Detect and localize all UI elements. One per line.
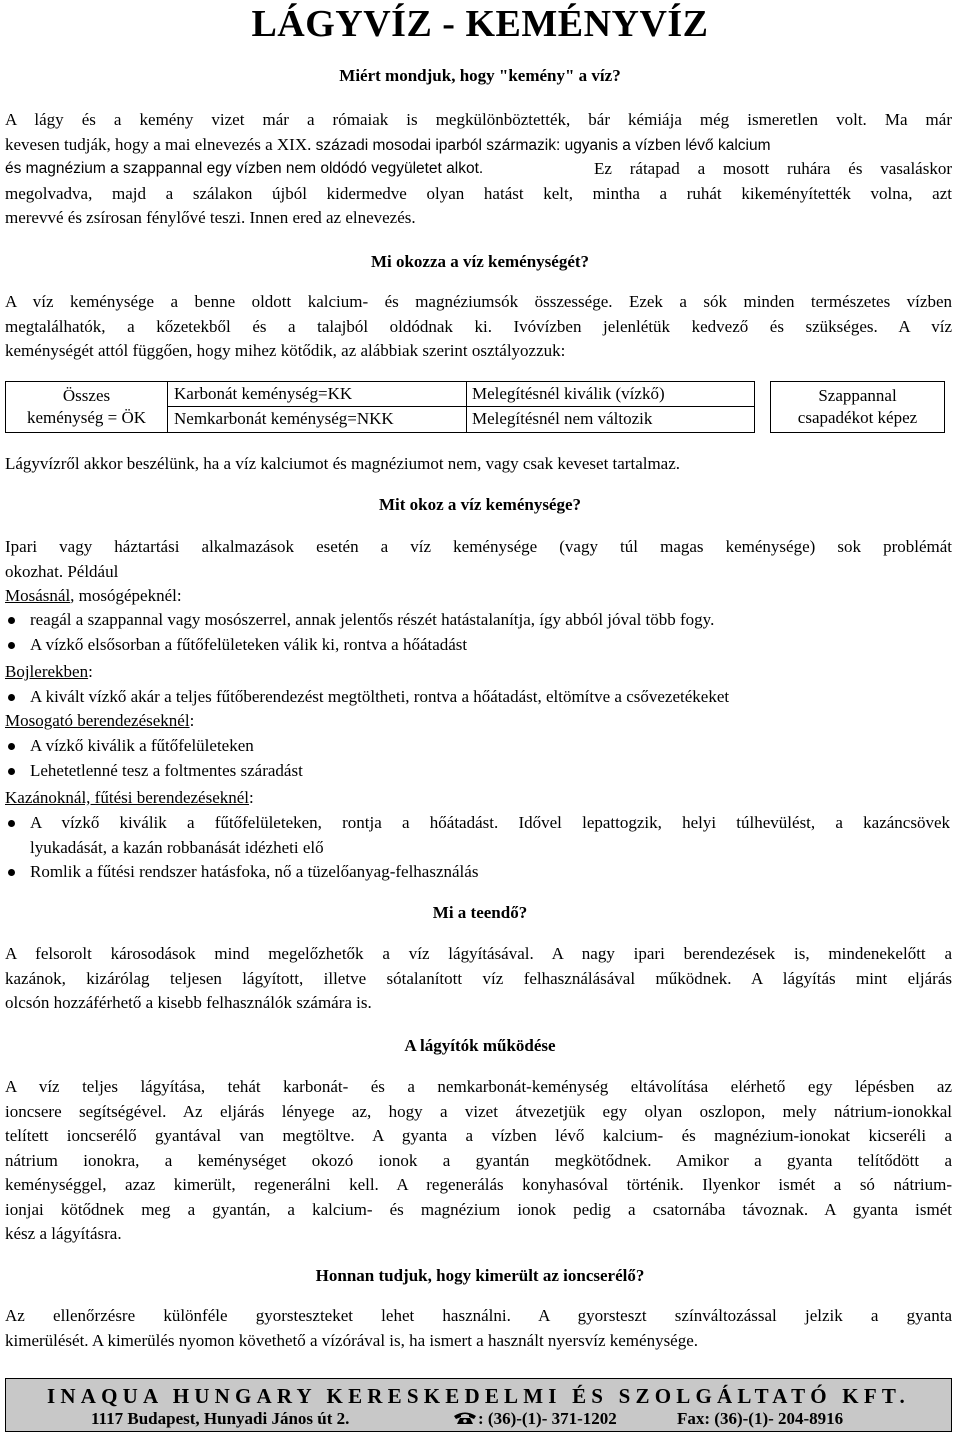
- dishwasher-label: Mosogató berendezéseknél:: [5, 711, 195, 730]
- paragraph-what-causes: [5, 290, 952, 364]
- bullet-icon: [8, 617, 15, 624]
- bullet-icon: [8, 820, 15, 827]
- heading-why-hard: Miért mondjuk, hogy "kemény" a víz?: [339, 66, 621, 85]
- text-line: és magnézium a szappannal egy vízben nem oldódó vegyületet alkot.: [5, 160, 484, 177]
- company-address: 1117 Budapest, Hunyadi János út 2.: [91, 1409, 350, 1428]
- boilers-list: [5, 685, 950, 710]
- carbonate-hardness-cell: Karbonát keménység=KK: [167, 381, 467, 407]
- paragraph-effects-intro: [5, 535, 952, 609]
- laundry-label: Mosásnál, mosógépeknél:: [5, 586, 182, 605]
- text-line: nátrium ionokra, a keménységet okozó ionok a gyantán megkötődnek. Amikor a gyanta telítődött a: [5, 1150, 952, 1170]
- text-line: megolvadva, majd a szálakon újból kidermedve olyan hatást kelt, mintha a ruhát kikeményítették volna, azt: [5, 183, 952, 203]
- list-item-continuation: lyukadását, a kazán robbanását idézheti elő: [30, 837, 324, 857]
- list-item: A vízkő kiválik a fűtőfelületeken, rontja a hőátadást. Idővel lepattogzik, helyi túlhevülést, a kazáncsövek: [5, 811, 950, 836]
- hardness-table: [5, 381, 945, 433]
- list-item: A kivált vízkő akár a teljes fűtőberendezést megtöltheti, rontva a hőátadást, eltömítve a csővezetékeket: [5, 685, 950, 710]
- boilers-label: Bojlerekben:: [5, 662, 93, 681]
- bullet-icon: [8, 869, 15, 876]
- heating-list: [5, 811, 950, 885]
- dishwasher-list: [5, 734, 950, 783]
- page-title: LÁGYVÍZ - KEMÉNYVÍZ: [251, 3, 709, 45]
- text-line: keménységgel, azaz kimerült, regenerálni kell. A regenerálás konyhasóval történik. Ilyenkor ismét a só nátrium-: [5, 1175, 952, 1194]
- heating-label: Kazánoknál, fűtési berendezéseknél:: [5, 788, 254, 807]
- list-item: reagál a szappannal vagy mosószerrel, annak jelentős részét hatástalanítja, így abból jóval több fogy.: [5, 608, 950, 633]
- text-line: Ipari vagy háztartási alkalmazások esetén a víz keménysége (vagy túl magas keménysége) sok problémát: [5, 537, 952, 556]
- bullet-icon: [8, 694, 15, 701]
- noncarbonate-effect-cell: Melegítésnél nem változik: [467, 407, 755, 433]
- contact-line: [6, 1408, 951, 1430]
- heading-softeners: A lágyítók működése: [404, 1036, 556, 1055]
- text-line: kevesen tudják, hogy a mai elnevezés a XIX. századi mosodai iparból származik: ugyanis a vízben lévő kalcium: [5, 134, 771, 154]
- heading-what-causes: Mi okozza a víz keménységét?: [370, 252, 590, 271]
- text-line: ioncsere segítségével. Az eljárás lényege az, hogy a vizet átvezetjük egy olyan oszlopon, mely nátrium-ionokkal: [5, 1101, 952, 1121]
- paragraph-softeners: [5, 1075, 952, 1247]
- text-line: kazánok, kizárólag teljesen lágyított, illetve sótalanított víz felhasználásával működnek. A lágyítás mint eljárás: [5, 968, 952, 988]
- bullet-icon: [8, 743, 15, 750]
- soap-precipitate-cell: Szappannal csapadékot képez: [770, 381, 945, 433]
- heading-exhausted: Honnan tudjuk, hogy kimerült az ioncserélő?: [315, 1266, 645, 1285]
- noncarbonate-hardness-cell: Nemkarbonát keménység=NKK: [167, 407, 467, 433]
- paragraph-what-to-do: [5, 942, 952, 1016]
- text-line-continuation: Ez rátapad a mosott ruhára és vasaláskor: [594, 159, 952, 178]
- text-line: kimerülését. A kimerülés nyomon követhető a vízórával is, ha ismert a használt nyersvíz keménysége.: [5, 1330, 699, 1350]
- text-line: olcsón hozzáférhető a kisebb felhasználók számára is.: [5, 993, 372, 1012]
- fax-number: Fax: (36)-(1)- 204-8916: [677, 1409, 844, 1428]
- heading-effects: Mit okoz a víz keménysége?: [378, 495, 582, 514]
- text-line: telített ioncserélő gyantával van megtöltve. A gyanta a vízben lévő kalcium- és magnézium-ionokat kicseréli a: [5, 1126, 952, 1145]
- carbonate-effect-cell: Melegítésnél kiválik (vízkő): [467, 381, 755, 407]
- text-line: A víz keménysége a benne oldott kalcium- és magnéziumsók összessége. Ezek a sók minden természetes vízben: [5, 292, 952, 311]
- total-hardness-cell: Összes keménység = ÖK: [5, 381, 167, 433]
- text-line: keménységét attól függően, hogy mihez kötődik, az alábbiak szerint osztályozzuk:: [5, 341, 566, 360]
- heading-what-to-do: Mi a teendő?: [432, 903, 528, 922]
- bullet-icon: [8, 768, 15, 775]
- text-line: kész a lágyításra.: [5, 1224, 122, 1243]
- text-line: merevvé és zsírosan fénylővé teszi. Innen ered az elnevezés.: [5, 208, 416, 227]
- text-line: megtalálhatók, a kőzetekből és a talajból oldódnak ki. Ivóvízben jelenlétük kedvező és szükséges. A víz: [5, 316, 952, 336]
- soft-water-definition: Lágyvízről akkor beszélünk, ha a víz kalciumot és magnéziumot nem, vagy csak keveset tartalmaz.: [5, 454, 681, 473]
- bullet-icon: [8, 642, 15, 649]
- list-item: Lehetetlenné tesz a foltmentes száradást: [5, 759, 950, 784]
- text-line: okozhat. Például: [5, 561, 119, 581]
- company-name: INAQUA HUNGARY KERESKEDELMI ÉS SZOLGÁLTATÓ KFT.: [47, 1384, 910, 1408]
- text-line: Az ellenőrzésre különféle gyorsteszteket lehet használni. A gyorsteszt színváltozással jelzik a gyanta: [5, 1306, 952, 1325]
- list-item: A vízkő elsősorban a fűtőfelületeken válik ki, rontva a hőátadást: [5, 633, 950, 658]
- phone-number: : (36)-(1)- 371-1202: [452, 1408, 617, 1430]
- text-line: ionjai kötődnek meg a gyantán, a kalcium- és magnézium ionok pedig a csatornába távoznak. A gyanta ismét: [5, 1199, 952, 1219]
- list-item: Romlik a fűtési rendszer hatásfoka, nő a tüzelőanyag-felhasználás: [5, 860, 950, 885]
- list-item: A vízkő kiválik a fűtőfelületeken: [5, 734, 950, 759]
- telephone-icon: [452, 1411, 478, 1425]
- text-line: A víz teljes lágyítása, tehát karbonát- és a nemkarbonát-keménység eltávolítása elérhető egy lépésben az: [5, 1077, 952, 1096]
- company-footer: [5, 1378, 952, 1432]
- laundry-list: [5, 608, 950, 657]
- paragraph-exhausted: [5, 1304, 952, 1353]
- text-line: A felsorolt károsodások mind megelőzhetők a víz lágyításával. A nagy ipari berendezések is, mindenekelőtt a: [5, 944, 952, 963]
- text-line: A lágy és a kemény vizet már a rómaiak is megkülönböztették, bár kémiája még ismeretlen volt. Ma már: [5, 110, 952, 129]
